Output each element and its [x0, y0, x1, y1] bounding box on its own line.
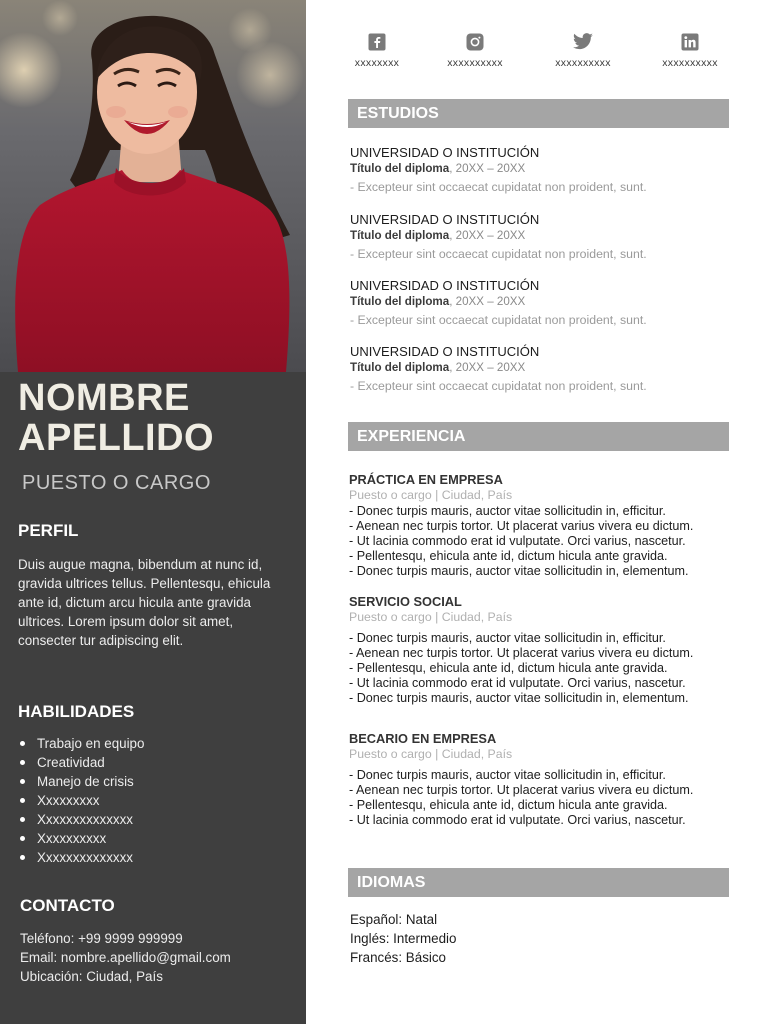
education-desc: - Excepteur sint occaecat cupidatat non proident, sunt. [350, 180, 647, 194]
linkedin-icon [681, 33, 699, 51]
degree-dates: , 20XX – 20XX [449, 229, 526, 242]
degree-dates: , 20XX – 20XX [449, 162, 526, 175]
first-name: NOMBRE [18, 377, 190, 419]
skills-list [20, 734, 144, 867]
social-links [334, 33, 744, 77]
languages-list [350, 910, 456, 967]
degree: Título del diploma [350, 295, 450, 308]
facebook-handle: xxxxxxxx [354, 57, 400, 69]
degree: Título del diploma [350, 361, 450, 374]
education-item [350, 278, 750, 328]
job-bullets [349, 504, 749, 579]
social-linkedin[interactable] [648, 33, 732, 69]
perfil-text: Duis augue magna, bibendum at nunc id, gravida ultrices tellus. Pellentesqu, ehicula ante id, dictum arcu hicula ante gravida ultrices. Lorem ipsum dolor sit amet, consecter tur adipiscing elit. [18, 557, 271, 648]
degree-line [350, 228, 750, 243]
job-bullets [349, 631, 749, 706]
job-entry [349, 731, 749, 828]
skill-item: Xxxxxxxxxxxxxx [20, 810, 144, 829]
job-bullet: - Ut lacinia commodo erat id vulputate. Orci varius, nascetur. [349, 534, 749, 549]
job-subtitle: Puesto o cargo | Ciudad, País [349, 610, 513, 624]
contact-email[interactable]: Email: nombre.apellido@gmail.com [20, 950, 231, 965]
instagram-handle: xxxxxxxxxx [447, 57, 503, 69]
job-bullet: - Aenean nec turpis tortor. Ut placerat varius vivera eu dictum. [349, 783, 749, 798]
skill-item: Creatividad [20, 753, 144, 772]
degree: Título del diploma [350, 162, 450, 175]
last-name: APELLIDO [18, 417, 215, 459]
position-title: PUESTO O CARGO [22, 472, 211, 494]
degree-line [350, 360, 750, 375]
job-bullet: - Ut lacinia commodo erat id vulputate. Orci varius, nascetur. [349, 676, 749, 691]
contact-phone: Teléfono: +99 9999 999999 [20, 931, 183, 946]
job-bullet: - Ut lacinia commodo erat id vulputate. Orci varius, nascetur. [349, 813, 749, 828]
job-title: PRÁCTICA EN EMPRESA [349, 472, 503, 487]
education-item [350, 145, 750, 195]
education-desc: - Excepteur sint occaecat cupidatat non proident, sunt. [350, 313, 647, 327]
education-heading: ESTUDIOS [348, 99, 729, 128]
institution: UNIVERSIDAD O INSTITUCIÓN [350, 145, 540, 160]
contact-heading: CONTACTO [20, 896, 115, 915]
job-bullet: - Pellentesqu, ehicula ante id, dictum hicula ante gravida. [349, 661, 749, 676]
job-subtitle: Puesto o cargo | Ciudad, País [349, 747, 513, 761]
twitter-handle: xxxxxxxxxx [555, 57, 611, 69]
language-item: Inglés: Intermedio [350, 931, 457, 946]
job-bullet: - Donec turpis mauris, auctor vitae sollicitudin in, efficitur. [349, 631, 749, 646]
institution: UNIVERSIDAD O INSTITUCIÓN [350, 212, 540, 227]
perfil-heading: PERFIL [18, 521, 79, 540]
job-bullet: - Donec turpis mauris, auctor vitae sollicitudin in, efficitur. [349, 504, 749, 519]
job-bullet: - Pellentesqu, ehicula ante id, dictum hicula ante gravida. [349, 798, 749, 813]
language-item: Español: Natal [350, 912, 438, 927]
facebook-icon [368, 33, 386, 51]
skill-item: Xxxxxxxxx [20, 791, 144, 810]
job-bullet: - Donec turpis mauris, auctor vitae sollicitudin in, elementum. [349, 691, 749, 706]
job-entry [349, 472, 749, 579]
job-subtitle: Puesto o cargo | Ciudad, País [349, 488, 513, 502]
degree: Título del diploma [350, 229, 450, 242]
sidebar [0, 0, 306, 1024]
job-bullet: - Aenean nec turpis tortor. Ut placerat varius vivera eu dictum. [349, 646, 749, 661]
social-facebook[interactable] [335, 33, 419, 69]
education-item [350, 344, 750, 394]
job-title: BECARIO EN EMPRESA [349, 731, 497, 746]
instagram-icon [466, 33, 484, 51]
languages-heading: IDIOMAS [348, 868, 729, 897]
skill-item: Manejo de crisis [20, 772, 144, 791]
skill-item: Xxxxxxxxxxxxxx [20, 848, 144, 867]
degree-dates: , 20XX – 20XX [449, 361, 526, 374]
full-name [18, 378, 214, 458]
degree-line [350, 161, 750, 176]
contact-info [20, 929, 231, 986]
job-title: SERVICIO SOCIAL [349, 594, 462, 609]
institution: UNIVERSIDAD O INSTITUCIÓN [350, 278, 540, 293]
experience-heading: EXPERIENCIA [348, 422, 729, 451]
social-instagram[interactable] [433, 33, 517, 69]
linkedin-handle: xxxxxxxxxx [662, 57, 718, 69]
job-bullet: - Pellentesqu, ehicula ante id, dictum hicula ante gravida. [349, 549, 749, 564]
job-bullet: - Donec turpis mauris, auctor vitae sollicitudin in, elementum. [349, 564, 749, 579]
job-bullet: - Donec turpis mauris, auctor vitae sollicitudin in, efficitur. [349, 768, 749, 783]
degree-line [350, 294, 750, 309]
contact-location: Ubicación: Ciudad, País [20, 969, 163, 984]
degree-dates: , 20XX – 20XX [449, 295, 526, 308]
social-twitter[interactable] [541, 33, 625, 69]
skills-heading: HABILIDADES [18, 702, 135, 721]
skill-item: Trabajo en equipo [20, 734, 144, 753]
profile-photo [0, 0, 306, 372]
education-item [350, 212, 750, 262]
skill-item: Xxxxxxxxxx [20, 829, 144, 848]
education-desc: - Excepteur sint occaecat cupidatat non proident, sunt. [350, 379, 647, 393]
job-bullets [349, 768, 749, 828]
portrait-illustration [0, 0, 306, 372]
language-item: Francés: Básico [350, 950, 447, 965]
education-desc: - Excepteur sint occaecat cupidatat non proident, sunt. [350, 247, 647, 261]
institution: UNIVERSIDAD O INSTITUCIÓN [350, 344, 540, 359]
job-bullet: - Aenean nec turpis tortor. Ut placerat varius vivera eu dictum. [349, 519, 749, 534]
job-entry [349, 594, 749, 706]
twitter-icon [572, 33, 594, 51]
